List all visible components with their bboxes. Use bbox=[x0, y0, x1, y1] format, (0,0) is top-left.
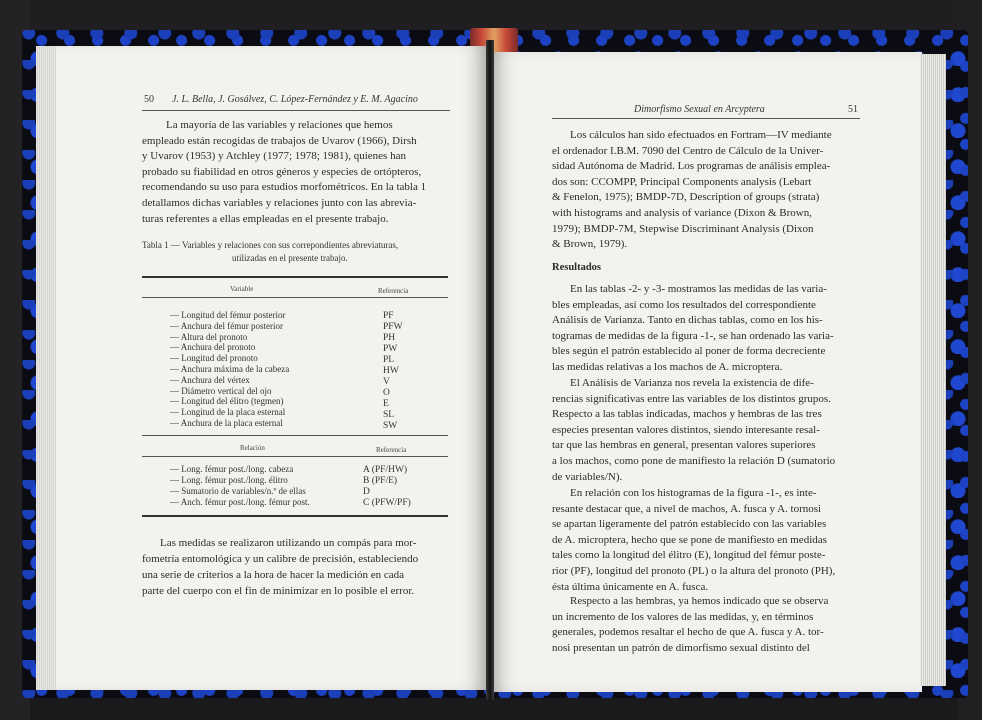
text-line: sidad Autónoma de Madrid. Los programas de análisis emplea- bbox=[552, 160, 831, 173]
text-line: se apartan ligeramente del patrón establecido con las variables bbox=[552, 518, 827, 531]
table-row-variable: — Anchura del pronoto bbox=[170, 342, 256, 352]
table-row-relation: — Long. fémur post./long. cabeza bbox=[170, 464, 294, 474]
table-row-reference: O bbox=[383, 388, 390, 398]
text-line: Respecto a las tablas indicadas, machos y hembras de las tres bbox=[552, 408, 822, 421]
table-row-reference: PH bbox=[383, 333, 396, 343]
text-line: empleado están recogidas de trabajos de Uvarov (1966), Dirsh bbox=[142, 134, 417, 147]
text-line: el ordenador I.B.M. 7090 del Centro de Cálculo de la Univer- bbox=[552, 144, 824, 157]
text-line: un incremento de los valores de las medidas, y, en términos bbox=[552, 610, 814, 623]
table-top-rule bbox=[142, 276, 448, 278]
text-line: La mayoría de las variables y relaciones que hemos bbox=[166, 119, 393, 131]
table-row-reference: SW bbox=[383, 421, 398, 431]
right-header-rule bbox=[552, 118, 860, 119]
table-row-reference: C (PFW/PF) bbox=[363, 498, 411, 508]
table-row-reference: E bbox=[383, 399, 389, 409]
text-line: togramas de medidas de la figura -1-, se han ordenado las varia- bbox=[552, 329, 834, 342]
left-running-header: J. L. Bella, J. Gosálvez, C. López-Fernández y E. M. Agacino bbox=[172, 94, 418, 105]
table-row-reference: V bbox=[383, 377, 390, 387]
table-row-variable: — Anchura del vértex bbox=[170, 375, 250, 385]
text-line: Los cálculos han sido efectuados en Fortram—IV mediante bbox=[570, 129, 832, 141]
right-page-edges bbox=[920, 54, 946, 686]
text-line: rior (PF), longitud del pronoto (PL) o la altura del pronoto (PH), bbox=[552, 564, 836, 577]
section-heading-resultados: Resultados bbox=[552, 262, 602, 273]
table-row-reference: SL bbox=[383, 410, 395, 420]
text-line: 1979); BMDP-7M, Stepwise Discriminant Analysis (Dixon bbox=[552, 222, 814, 235]
table-row-variable: — Longitud del élitro (tegmen) bbox=[170, 396, 284, 406]
table-row-reference: D bbox=[363, 487, 370, 497]
left-header-rule bbox=[142, 110, 450, 111]
right-paragraph-1 bbox=[552, 128, 864, 253]
text-line: probado su fiabilidad en otros géneros y especies de ortópteros, bbox=[142, 165, 422, 178]
left-page-edges bbox=[36, 46, 56, 690]
table-relation-header-rule bbox=[142, 456, 448, 457]
text-line: dos son: CCOMPP, Principal Components analysis (Lebart bbox=[552, 175, 812, 188]
text-line: resante destacar que, a nivel de machos, A. fusca y A. tornosi bbox=[552, 502, 822, 515]
table-row-variable: — Altura del pronoto bbox=[170, 332, 248, 342]
table-row-variable: — Anchura del fémur posterior bbox=[170, 321, 283, 331]
table-row-variable: — Diámetro vertical del ojo bbox=[170, 386, 272, 396]
table-row-reference: PW bbox=[383, 344, 398, 354]
text-line: rencias significativas entre las variables de los distintos grupos. bbox=[552, 392, 831, 405]
text-line: a los machos, como pone de manifiesto la relación D (sumatorio bbox=[552, 454, 836, 467]
text-line: bles empleadas, así como los resultados del correspondiente bbox=[552, 298, 816, 311]
text-line: with histograms and analysis of variance (Dixon & Brown, bbox=[552, 206, 812, 219]
text-line: En relación con los histogramas de la figura -1-, es inte- bbox=[570, 487, 817, 499]
text-line: Análisis de Varianza. Tanto en dichas tablas, como en los his- bbox=[552, 314, 823, 327]
right-paragraph-4 bbox=[552, 486, 864, 595]
text-line: ésta última únicamente en A. fusca. bbox=[552, 580, 709, 593]
table-header-rule bbox=[142, 297, 448, 298]
table-row-reference: HW bbox=[383, 366, 399, 376]
text-line: Respecto a las hembras, ya hemos indicado que se observa bbox=[570, 595, 829, 607]
book-gutter bbox=[486, 40, 494, 700]
table-header-relation: Relación bbox=[240, 444, 265, 452]
table-row-reference: B (PF/E) bbox=[363, 476, 398, 486]
text-line: las medidas relativas a los machos de A. microptera. bbox=[552, 360, 783, 373]
text-line: fometría entomológica y un calibre de precisión, estableciendo bbox=[142, 553, 419, 565]
table-row-relation: — Long. fémur post./long. élitro bbox=[170, 475, 288, 485]
text-line: parte del cuerpo con el fin de minimizar en lo posible el error. bbox=[142, 585, 415, 597]
text-line: bles según el patrón establecido al poner de forma decreciente bbox=[552, 345, 826, 358]
table-row-relation: — Anch. fémur post./long. fémur post. bbox=[170, 497, 310, 507]
text-line: generales, podemos resaltar el hecho de que A. fusca y A. tor- bbox=[552, 626, 824, 639]
right-paragraph-2 bbox=[552, 282, 864, 376]
right-page-number: 51 bbox=[848, 104, 858, 115]
text-line: El Análisis de Varianza nos revela la existencia de dife- bbox=[570, 377, 814, 389]
table-row-reference: A (PF/HW) bbox=[363, 465, 408, 475]
table-row-variable: — Longitud del fémur posterior bbox=[170, 310, 286, 320]
right-paragraph-3 bbox=[552, 376, 864, 485]
text-line: especies presentan valores distintos, siendo interesante resal- bbox=[552, 423, 820, 436]
table-caption-line-2: utilizadas en el presente trabajo. bbox=[232, 253, 348, 263]
text-line: & Brown, 1979). bbox=[552, 238, 628, 251]
table-row-reference: PFW bbox=[383, 322, 403, 332]
table-row-relation: — Sumatorio de variables/n.º de ellas bbox=[170, 486, 306, 496]
left-closing-paragraph bbox=[142, 535, 454, 599]
text-line: recomendando su uso para estudios morfométricos. En la tabla 1 bbox=[142, 181, 427, 194]
table-mid-rule bbox=[142, 435, 448, 436]
table-row-reference: PL bbox=[383, 355, 395, 365]
text-line: de variables/N). bbox=[552, 470, 623, 483]
text-line: una serie de criterios a la hora de hacer la medición en cada bbox=[142, 569, 405, 581]
text-line: de A. microptera, hecho que se pone de manifiesto en medidas bbox=[552, 533, 827, 546]
right-paragraph-5 bbox=[552, 594, 864, 656]
left-page-number: 50 bbox=[144, 94, 154, 105]
text-line: & Fenelon, 1975); BMDP-7D, Description of groups (strata) bbox=[552, 191, 820, 204]
table-caption-line-1: Tabla 1 — Variables y relaciones con sus correpondientes abreviaturas, bbox=[142, 240, 399, 250]
right-running-header: Dimorfismo Sexual en Arcyptera bbox=[634, 104, 765, 115]
table-row-variable: — Anchura máxima de la cabeza bbox=[170, 364, 290, 374]
table-row-variable: — Anchura de la placa esternal bbox=[170, 418, 283, 428]
left-intro-paragraph bbox=[142, 118, 454, 227]
table-header-variable: Variable bbox=[230, 285, 254, 293]
text-line: y Uvarov (1953) y Atchley (1977; 1978; 1981), quienes han bbox=[142, 150, 406, 163]
table-row-variable: — Longitud del pronoto bbox=[170, 353, 258, 363]
table-row-reference: PF bbox=[383, 311, 394, 321]
text-line: tar que las hembras en general, presentan valores superiores bbox=[552, 439, 816, 452]
table-header-reference: Referencia bbox=[378, 287, 409, 295]
text-line: nosi presentan un patrón de dimorfismo sexual distinto del bbox=[552, 641, 810, 654]
table-bottom-rule bbox=[142, 515, 448, 517]
table-row-variable: — Longitud de la placa esternal bbox=[170, 407, 286, 417]
text-line: detallamos dichas variables y relaciones junto con las abrevia- bbox=[142, 196, 417, 209]
text-line: turas referentes a ellas empleadas en el presente trabajo. bbox=[142, 212, 389, 225]
text-line: En las tablas -2- y -3- mostramos las medidas de las varia- bbox=[570, 283, 827, 295]
text-line: tales como la longitud del élitro (E), longitud del fémur poste- bbox=[552, 549, 826, 562]
text-line: Las medidas se realizaron utilizando un compás para mor- bbox=[160, 537, 417, 549]
table-header-reference-2: Referencia bbox=[376, 446, 407, 454]
